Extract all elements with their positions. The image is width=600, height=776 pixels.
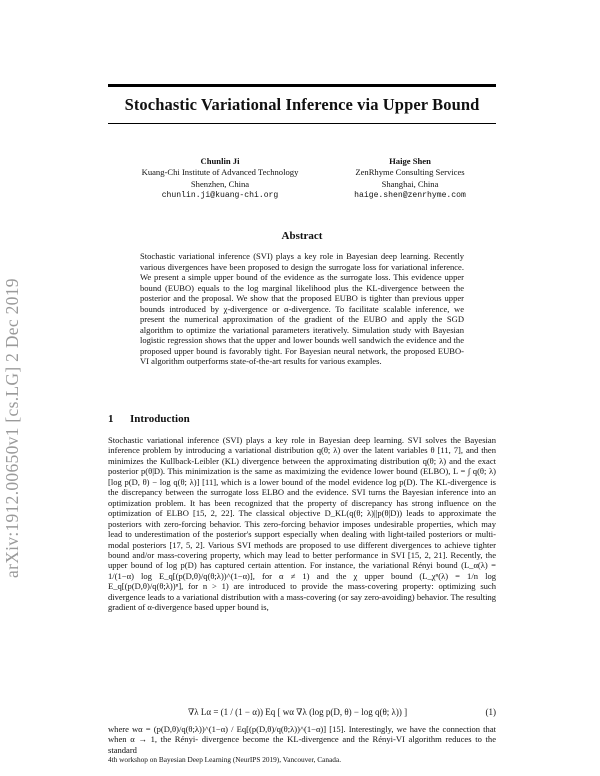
post-equation-paragraph: where wα = (p(D,θ)/q(θ;λ))^(1−α) / Eq[(p(D,θ)/q(θ;λ))^(1−α)] [15]. Interestingly, we have the connection that when α → 1, the Rényi- divergence become the KL-divergence and the Rényi-VI algorithm reduces to the standard [108, 724, 496, 755]
equation-number: (1) [485, 707, 496, 717]
author-name: Haige Shen [389, 156, 431, 166]
paper-title: Stochastic Variational Inference via Upper Bound [124, 95, 480, 114]
author-location: Shanghai, China [381, 178, 439, 189]
author-block-1 [120, 156, 320, 201]
author-email[interactable]: chunlin.ji@kuang-chi.org [161, 190, 279, 200]
author-location: Shenzhen, China [190, 178, 250, 189]
post-equation-text [108, 724, 496, 755]
abstract-heading: Abstract [281, 230, 323, 242]
page-footer: 4th workshop on Bayesian Deep Learning (NeurIPS 2019), Vancouver, Canada. [108, 755, 342, 764]
intro-body [108, 435, 496, 613]
intro-paragraph: Stochastic variational inference (SVI) plays a key role in Bayesian deep learning. SVI solves the Bayesian inference problem by introducing a variational distribution q(θ; λ) over the latent variables θ [11, 7], and then minimizes the Kullback-Leibler (KL) divergence between the approximating distribution q(θ; λ) and the exact posterior p(θ|D). This minimization is the same as maximizing the evidence lower bound (ELBO), L = ∫ q(θ; λ)[log p(D, θ) − log q(θ; λ)] [11], which is a lower bound of the model evidence log p(D). The KL-divergence is the discrepancy between the surrogate loss ELBO and the evidence. SVI turns the Bayesian inference into an optimization problem. It has been recognized that the property of discrepancy has strong influence on the optimization of ELBO [15, 2, 22]. The classical objective D_KL(q(θ; λ)||p(θ|D)) leads to approximate the posteriors with zero-forcing behavior. This zero-forcing behavior imposes undesirable properties, which may lead to underestimation of the posterior's support especially when dealing with light-tailed posteriors or multi-modal posteriors [17, 5, 2]. Various SVI methods are proposed to use different divergences to achieve tighter bound and/or mass-covering property, which may lead to better performance in SVI [15, 2, 21]. Recently, the upper bound of log p(D) has captured certain attention. For instance, the variational Rényi bound (L_α(λ) = 1/(1−α) log E_q[(p(D,θ)/q(θ;λ))^(1−α)], for α ≠ 1) and the χ upper bound (L_χⁿ(λ) = 1/n log E_q[(p(D,θ)/q(θ;λ))ⁿ], for n > 1) are introduced to provide the mass-covering property: optimizing such divergence leads to a variational distribution with a mass-covering (or say zero-avoiding) behavior. The resulting gradient of α-divergence based upper bound is, [108, 435, 496, 613]
author-affiliation: ZenRhyme Consulting Services [355, 167, 465, 178]
author-affiliation: Kuang-Chi Institute of Advanced Technology [141, 167, 299, 178]
arxiv-stamp-text: arXiv:1912.00650v1 [cs.LG] 2 Dec 2019 [2, 278, 22, 578]
abstract-text: Stochastic variational inference (SVI) plays a key role in Bayesian deep learning. Recently various divergences have been proposed to design the surrogate loss for variational inference. We present a simple upper bound of the evidence as the surrogate loss. This evidence upper bound (EUBO) equals to the log marginal likelihood plus the KL-divergence between the posterior and the proposal. We show that the proposed EUBO is tighter than previous upper bounds introduced by χ-divergence or α-divergence. To facilitate scalable inference, we present the numerical approximation of the gradient of the EUBO and apply the SGD algorithm to optimize the variational parameters iteratively. Simulation study with Bayesian logistic regression shows that the upper and lower bounds well sandwich the evidence and the proposed upper bound is favorably tight. For Bayesian neural network, the proposed EUBO-VI algorithm outperforms state-of-the-art results for various examples. [140, 251, 464, 366]
author-email[interactable]: haige.shen@zenrhyme.com [354, 190, 466, 200]
section-heading [108, 413, 190, 425]
section-title: Introduction [130, 413, 190, 425]
title-top-rule [108, 84, 496, 87]
author-name: Chunlin Ji [200, 156, 240, 166]
equation-formula: ∇λ Lα = (1 / (1 − α)) Eq [ wα ∇λ (log p(D, θ) − log q(θ; λ)) ] [188, 707, 408, 717]
author-block-2 [310, 156, 510, 201]
section-number: 1 [108, 413, 114, 425]
title-bottom-rule [108, 123, 496, 124]
